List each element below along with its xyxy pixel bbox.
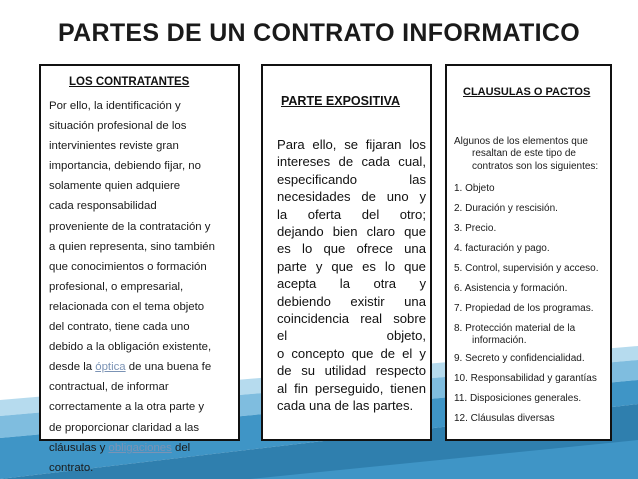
word: el [277, 328, 288, 344]
list-item: 2. Duración y rescisión. [454, 203, 558, 214]
word: ello, [312, 137, 337, 152]
text-line: contrato. [49, 461, 94, 474]
word: utilidad [324, 363, 367, 379]
text-fragment: cláusulas y [49, 441, 109, 454]
word: sobre [393, 311, 426, 327]
word: el [402, 345, 413, 361]
list-item: 1. Objeto [454, 183, 495, 194]
word: una [404, 293, 426, 309]
list-item: 6. Asistencia y formación. [454, 283, 568, 294]
list-item: 12. Cláusulas diversas [454, 413, 555, 424]
word: perseguido, [314, 380, 384, 396]
word: los [409, 137, 426, 152]
text-line: resaltan de este tipo de [472, 148, 576, 160]
expositiva-heading: PARTE EXPOSITIVA [281, 94, 401, 108]
list-item: 10. Responsabilidad y garantías [454, 373, 597, 384]
text-line: proveniente de la contratación y [49, 220, 211, 233]
word: de [338, 154, 354, 170]
justified-line [277, 171, 426, 188]
text-line: profesional, o empresarial, [49, 280, 184, 293]
word: concepto [291, 345, 345, 361]
word: su [301, 363, 316, 379]
page-title: PARTES DE UN CONTRATO INFORMATICO [58, 19, 580, 47]
word: especificando [277, 171, 358, 187]
word: es [362, 258, 376, 274]
contratantes-panel [39, 64, 240, 474]
word: la [339, 276, 350, 292]
word: y [419, 189, 426, 205]
word: objeto, [386, 328, 426, 344]
word: cada [361, 154, 390, 170]
justified-line [277, 136, 426, 153]
justified-line [277, 258, 426, 275]
word: uno [386, 189, 409, 205]
expositiva-panel [261, 64, 432, 441]
text-fragment: de una buena fe [125, 361, 212, 374]
justified-line [277, 380, 426, 397]
word: fin [294, 380, 308, 396]
word: dejando [277, 224, 324, 240]
word: es [277, 241, 291, 257]
obligaciones-link[interactable]: obligaciones [108, 441, 172, 454]
list-item-continuation [454, 335, 526, 347]
text-line: a quien representa, sino también [49, 240, 215, 253]
contratantes-heading: LOS CONTRATANTES [69, 76, 190, 88]
word: y [315, 258, 323, 274]
text-line: cada una de las partes. [277, 398, 414, 414]
word: que [331, 258, 354, 274]
word: de [380, 345, 396, 361]
text-fragment: información. [472, 335, 527, 346]
word: cual, [398, 154, 426, 170]
word: debiendo [277, 293, 331, 309]
word: necesidades [277, 189, 351, 205]
word: existir [350, 293, 385, 309]
list-item: 3. Precio. [454, 223, 497, 234]
word: al [277, 380, 288, 396]
word: tienen [390, 380, 426, 396]
justified-line [277, 240, 426, 257]
word: real [360, 311, 383, 327]
word: de [361, 189, 376, 205]
list-item: 7. Propiedad de los programas. [454, 303, 594, 314]
word: que [404, 224, 426, 240]
word: coincidencia [277, 311, 350, 327]
justified-line [277, 310, 426, 327]
justified-line [277, 345, 426, 362]
text-line: del contrato, tiene cada uno [49, 321, 190, 334]
word: y [419, 276, 426, 292]
contratantes-text [49, 96, 239, 478]
word: de [277, 363, 292, 379]
text-line: contractual, de informar [49, 381, 169, 394]
justified-line [277, 362, 426, 379]
list-item: 4. facturación y pago. [454, 243, 550, 254]
word: o [277, 345, 285, 361]
justified-line [277, 153, 426, 170]
justified-line [277, 206, 426, 223]
word: Para [277, 137, 305, 152]
word: y [419, 345, 426, 361]
word: del [361, 206, 380, 222]
clausulas-panel [445, 64, 612, 441]
word: acepta [277, 276, 317, 292]
word: otra [373, 276, 396, 292]
word: otro; [399, 206, 426, 222]
justified-line [277, 275, 426, 292]
justified-line [277, 223, 426, 240]
optica-link[interactable]: óptica [95, 361, 126, 374]
list-item: 8. Protección material de la [454, 323, 576, 334]
text-line: intervinientes reviste gran [49, 140, 179, 153]
list-item: 9. Secreto y confidencialidad. [454, 353, 585, 364]
word: que [323, 241, 346, 257]
word: claro [366, 224, 396, 240]
word: lo [302, 241, 313, 257]
word: las [409, 171, 426, 187]
word: una [404, 241, 426, 257]
justified-line [277, 188, 426, 205]
text-line [49, 357, 239, 377]
text-line: cada responsabilidad [49, 200, 157, 213]
text-line [49, 438, 239, 458]
text-fragment: desde la [49, 361, 96, 374]
justified-line [277, 327, 426, 344]
word: que [351, 345, 374, 361]
text-fragment: del [171, 441, 191, 454]
word: parte [277, 258, 307, 274]
clausulas-heading: CLAUSULAS O PACTOS [463, 86, 591, 98]
text-line: importancia, debiendo fijar, no [49, 160, 201, 173]
word: respecto [375, 363, 426, 379]
word: lo [384, 258, 396, 274]
justified-line [277, 293, 426, 310]
word: bien [332, 224, 358, 240]
word: la [277, 206, 288, 222]
list-item: 5. Control, supervisión y acceso. [454, 263, 599, 274]
word: se [344, 137, 359, 152]
text-line: debido a la obligación existente, [49, 341, 212, 354]
word: intereses [277, 154, 331, 170]
text-line: relacionada con el tema objeto [49, 300, 205, 313]
text-line: Por ello, la identificación y [49, 100, 181, 112]
word: fijaran [365, 137, 402, 152]
text-line: situación profesional de los [49, 120, 187, 133]
text-line: contratos son los siguientes: [472, 160, 599, 172]
list-item: 11. Disposiciones generales. [454, 393, 582, 404]
word: que [404, 258, 426, 274]
text-line: solamente quien adquiere [49, 180, 181, 193]
word: ofrece [356, 241, 393, 257]
word: oferta [307, 206, 342, 222]
text-line: Algunos de los elementos que [454, 136, 588, 147]
clausulas-intro [454, 136, 604, 173]
text-line: correctamente a la otra parte y [49, 401, 205, 414]
text-line: de proporcionar claridad a las [49, 421, 200, 434]
text-line: que conocimientos o formación [49, 260, 207, 273]
expositiva-text [277, 136, 426, 415]
